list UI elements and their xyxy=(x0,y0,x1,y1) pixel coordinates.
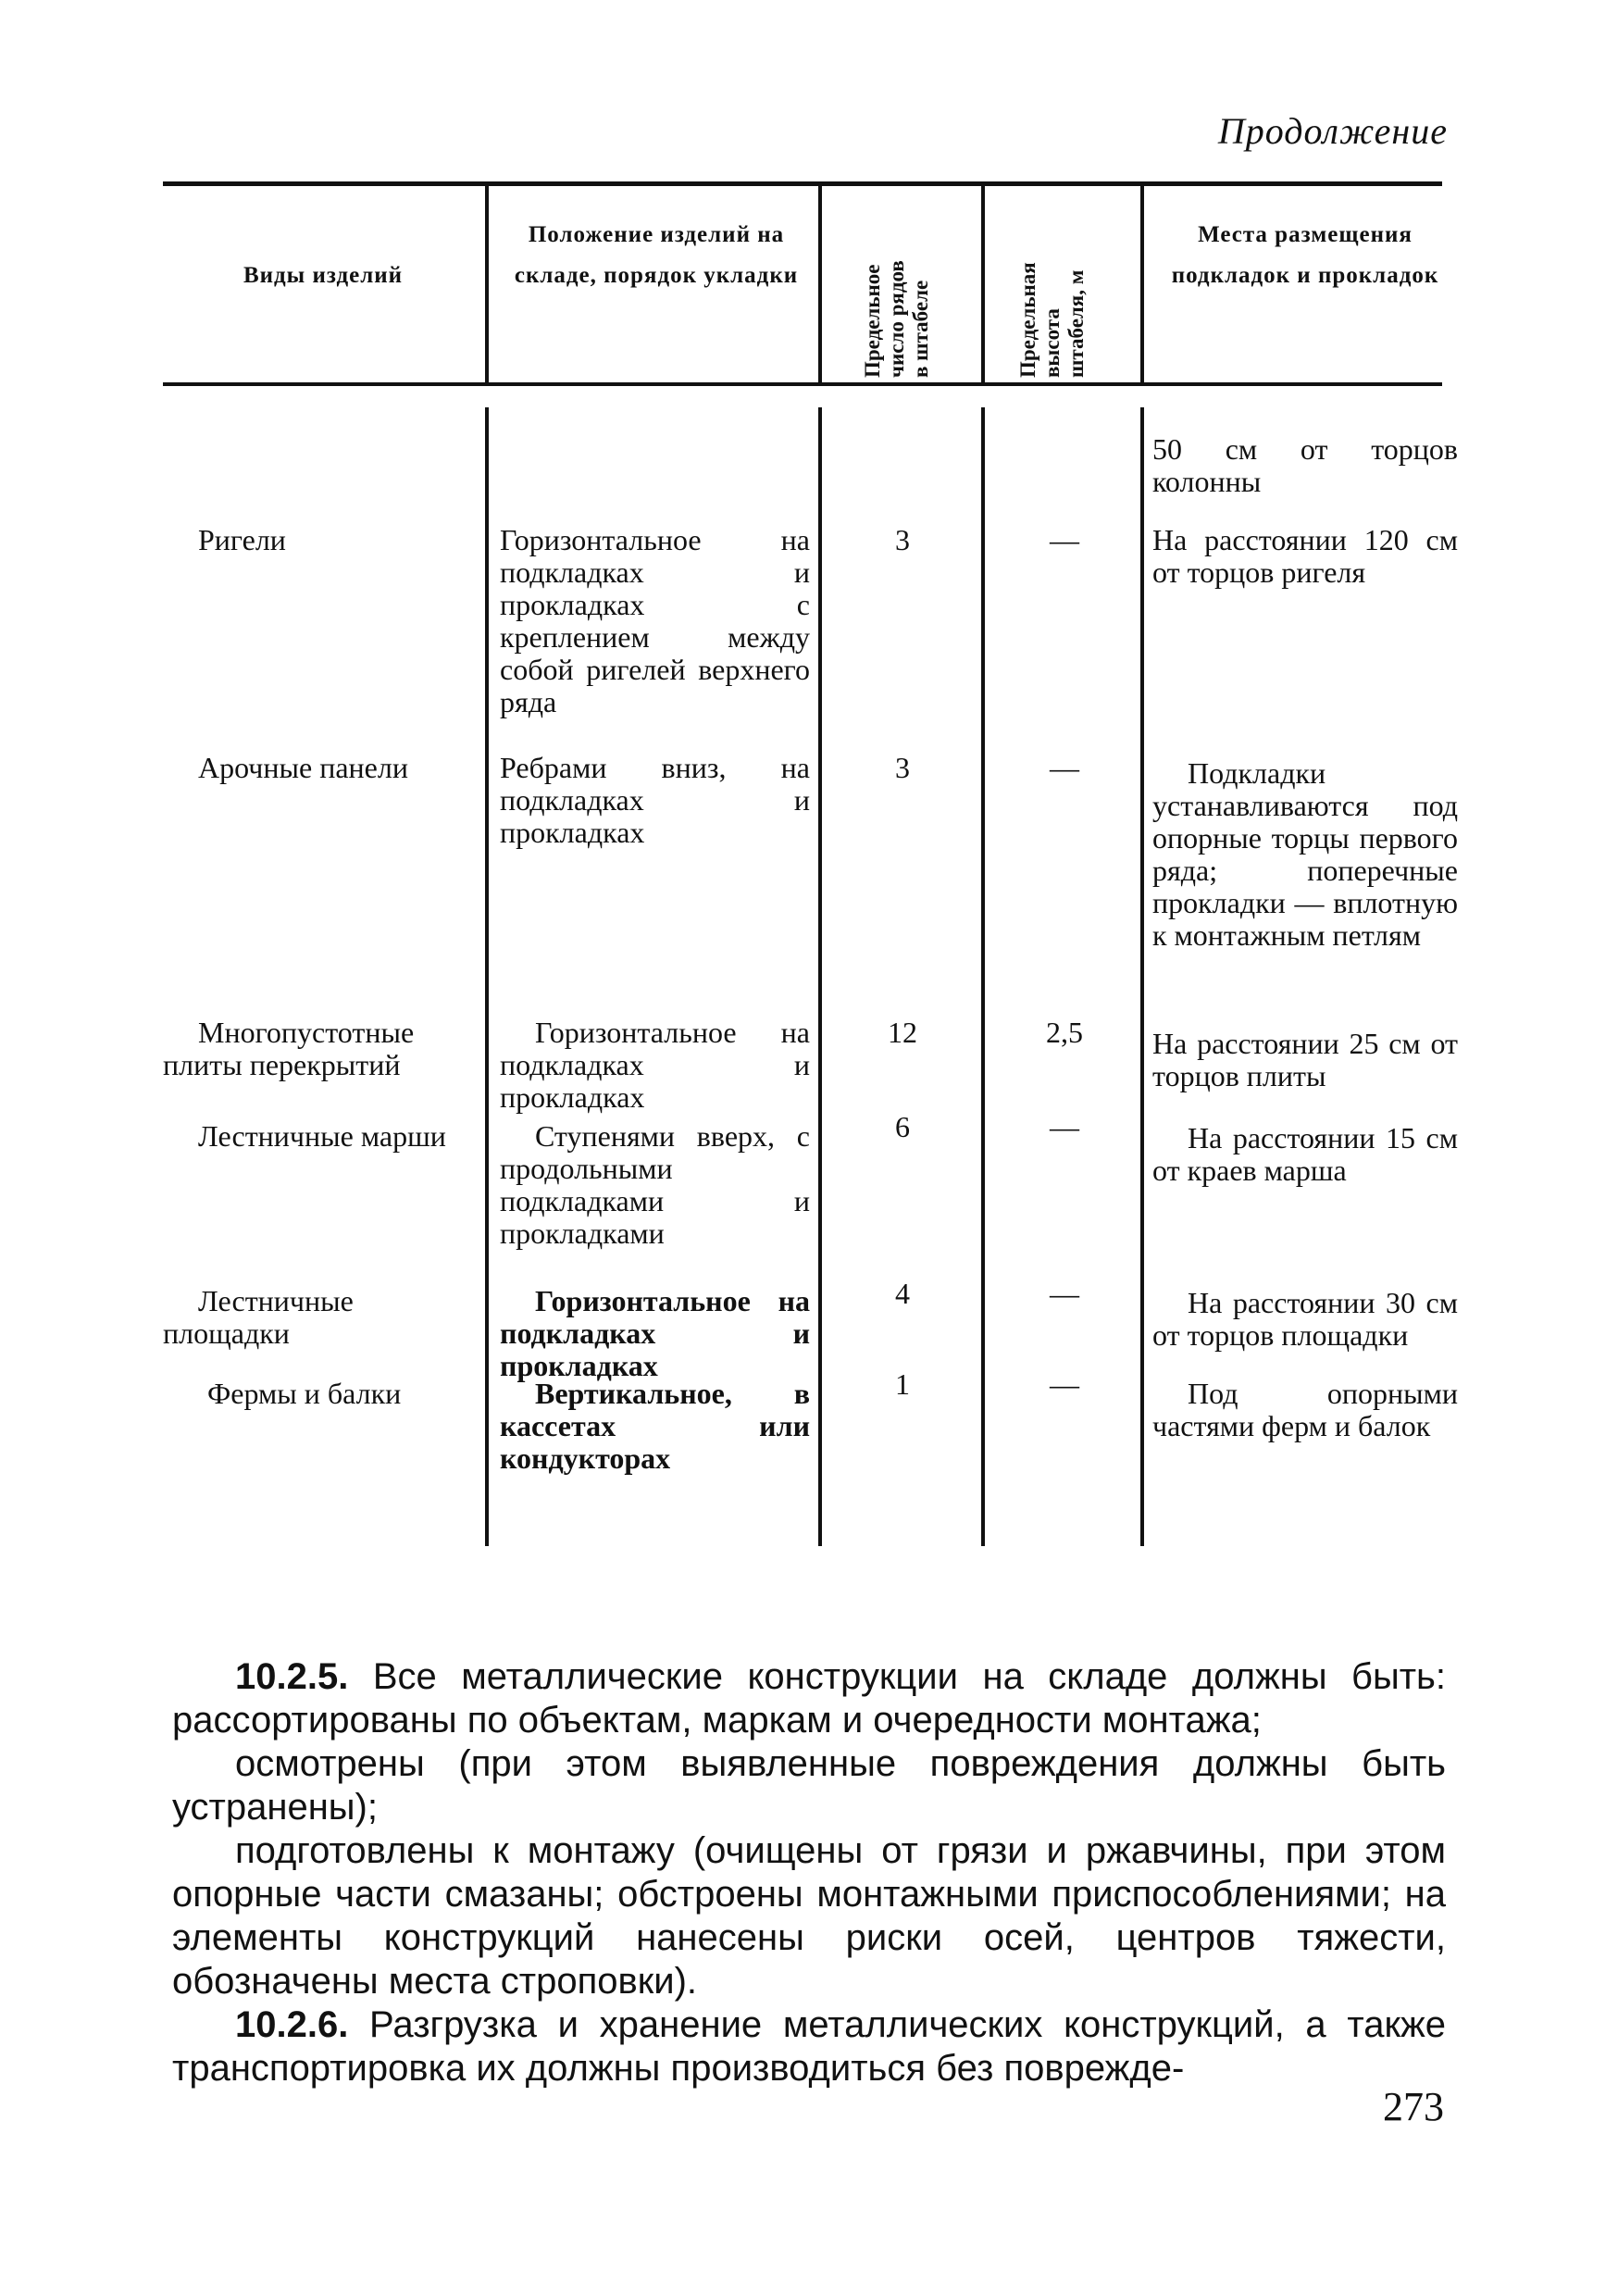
paragraph-number: 10.2.5. xyxy=(235,1656,349,1697)
table-cell-kind: Лестничные марши xyxy=(198,1119,446,1153)
table-cell-place: Подкладки устанавливаются под опорные торцы первого ряда; поперечные прокладки — вплотную к монтажным петлям xyxy=(1152,756,1458,952)
table-top-rule xyxy=(163,181,1442,186)
column-divider xyxy=(818,185,822,384)
table-cell-height: 2,5 xyxy=(1046,1016,1083,1049)
paragraph-10-2-6 xyxy=(172,2003,1446,2090)
table-cell-rows: 1 xyxy=(895,1367,910,1401)
table-cell-kind: Ригели xyxy=(198,523,286,556)
table-cell-height: — xyxy=(1050,751,1079,784)
table-cell-position: Горизонтальное на подкладках и прокладках xyxy=(500,1016,810,1114)
table-cell-position: Горизонтальное на подкладках и прокладках xyxy=(500,1284,810,1382)
table-cell-position: Горизонтальное на подкладках и прокладках с креплением между собой ригелей верхнего ряда xyxy=(500,523,810,718)
paragraph: подготовлены к монтажу (очищены от грязи и ржавчины, при этом опорные части смазаны; обстроены монтажными приспособлениями; на элементы конструкций нанесены риски осей, центров тяжести, обозначены места строповки). xyxy=(172,1830,1446,2002)
column-divider xyxy=(981,407,985,1546)
column-divider xyxy=(818,407,822,1546)
table-cell-rows: 3 xyxy=(895,751,910,784)
column-divider xyxy=(485,407,489,1546)
table-cell-kind: Лестничные площадки xyxy=(163,1284,354,1350)
table-cell-height: — xyxy=(1050,1277,1079,1310)
table-cell-place: На расстоянии 30 см от торцов площадки xyxy=(1152,1286,1458,1352)
table-cell-rows: 12 xyxy=(888,1016,917,1049)
table-cell-rows: 6 xyxy=(895,1110,910,1143)
table-cell-place: Под опорными частями ферм и балок xyxy=(1152,1377,1458,1442)
table-cell-position: Ступенями вверх, с продольными подкладками и прокладками xyxy=(500,1119,810,1250)
table-cell-place: На расстоянии 15 см от краев марша xyxy=(1152,1121,1458,1187)
table-cell-height: — xyxy=(1050,1367,1079,1401)
paragraph-number: 10.2.6. xyxy=(235,2004,349,2045)
paragraph-10-2-5 xyxy=(172,1655,1446,1742)
paragraph-text: Все металлические конструкции на складе должны быть: рассортированы по объектам, маркам и очередности монтажа; xyxy=(172,1656,1446,1741)
column-header-height: Предельная высота штабеля, м xyxy=(1016,262,1088,378)
column-divider xyxy=(1140,185,1144,384)
table-cell-height: — xyxy=(1050,1110,1079,1143)
column-divider xyxy=(485,185,489,384)
table-cell-rows: 3 xyxy=(895,523,910,556)
table-cell-kind: Многопустотные плиты перекрытий xyxy=(163,1016,415,1081)
page-number: 273 xyxy=(1383,2084,1444,2129)
column-header-position: Положение изделий на складе, порядок укладки xyxy=(514,222,799,288)
column-header-kind: Виды изделий xyxy=(243,263,404,288)
paragraph: осмотрены (при этом выявленные повреждения должны быть устранены); xyxy=(172,1743,1446,1828)
column-header-place: Места размещения подкладок и прокладок xyxy=(1171,222,1439,288)
table-cell-rows: 4 xyxy=(895,1277,910,1310)
table-cell-kind: Фермы и балки xyxy=(207,1377,402,1410)
table-cell-place: На расстоянии 25 см от торцов плиты xyxy=(1152,1027,1458,1092)
table-header-rule xyxy=(163,382,1442,386)
column-header-rows: Предельное число рядов в штабеле xyxy=(861,260,932,378)
table-cell-place: 50 см от торцов колонны xyxy=(1152,432,1458,498)
table-cell-height: — xyxy=(1050,523,1079,556)
column-divider xyxy=(981,185,985,384)
column-divider xyxy=(1140,407,1144,1546)
table-cell-position: Ребрами вниз, на подкладках и прокладках xyxy=(500,751,810,849)
body-text xyxy=(172,1655,1446,2090)
continuation-label: Продолжение xyxy=(1217,110,1448,152)
table-cell-kind: Арочные панели xyxy=(198,751,408,784)
table-cell-place: На расстоянии 120 см от торцов ригеля xyxy=(1152,523,1458,589)
table-cell-position: Вертикальное, в кассетах или кондукторах xyxy=(500,1377,810,1475)
paragraph-text: Разгрузка и хранение металлических конструкций, а также транспортировка их должны производиться без поврежде- xyxy=(172,2004,1446,2089)
